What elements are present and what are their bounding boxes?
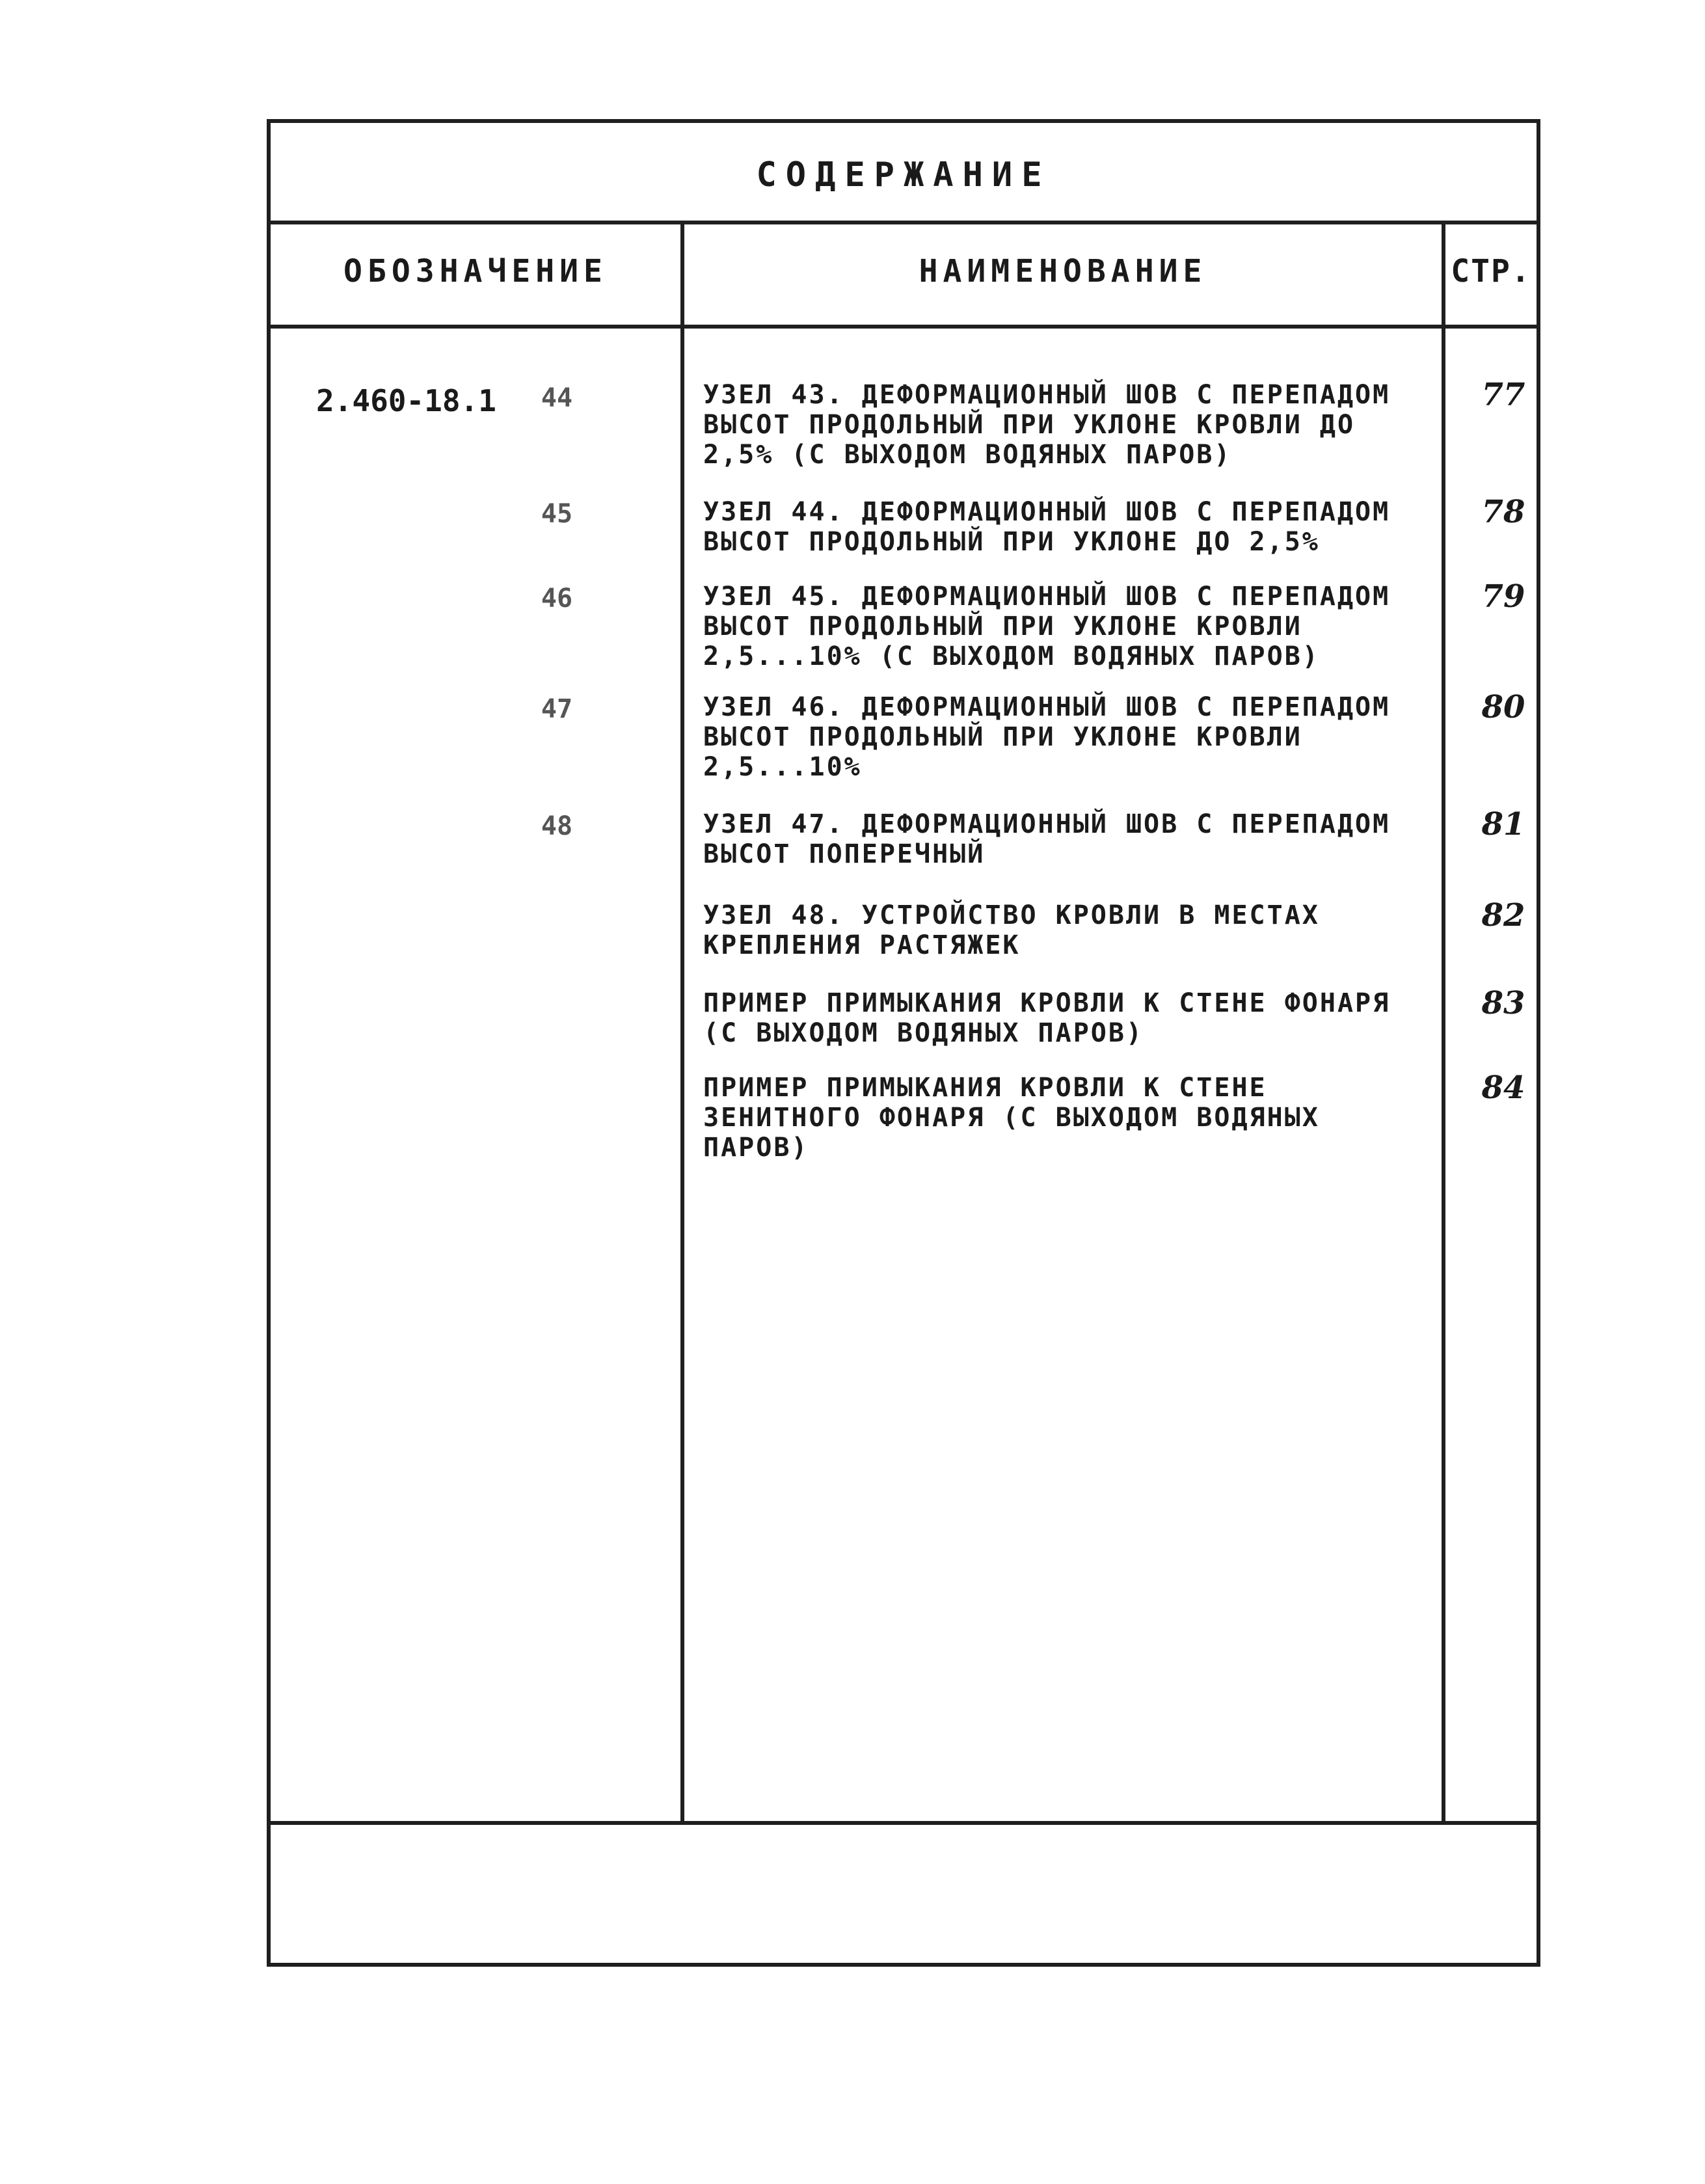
header-divider — [271, 325, 1537, 329]
title-divider — [271, 221, 1537, 224]
entry-line: 2,5...10% — [703, 752, 862, 782]
entry-line: ВЫСОТ ПРОДОЛЬНЫЙ ПРИ УКЛОНЕ КРОВЛИ ДО — [703, 410, 1356, 440]
page-number: 82 — [1481, 897, 1525, 934]
column-header-name: НАИМЕНОВАНИЕ — [919, 253, 1207, 290]
contents-entry — [703, 988, 1438, 1048]
contents-entry — [703, 1073, 1438, 1163]
sheet-number: 45 — [541, 499, 573, 529]
sheet-number: 46 — [541, 584, 573, 613]
entry-line: УЗЕЛ 48. УСТРОЙСТВО КРОВЛИ В МЕСТАХ — [703, 900, 1320, 930]
designation-code: 2.460-18.1 — [316, 383, 496, 418]
sheet-number: 48 — [541, 811, 573, 841]
contents-entry — [703, 497, 1438, 557]
footer-divider — [271, 1821, 1537, 1825]
entry-line: 2,5% (С ВЫХОДОМ ВОДЯНЫХ ПАРОВ) — [703, 440, 1232, 470]
sheet-number: 47 — [541, 694, 573, 724]
entry-line: ВЫСОТ ПРОДОЛЬНЫЙ ПРИ УКЛОНЕ ДО 2,5% — [703, 527, 1320, 557]
column-header-designation: ОБОЗНАЧЕНИЕ — [343, 253, 608, 290]
entry-line: УЗЕЛ 46. ДЕФОРМАЦИОННЫЙ ШОВ С ПЕРЕПАДОМ — [703, 692, 1391, 722]
page-number: 78 — [1481, 494, 1525, 530]
page-number: 83 — [1481, 985, 1525, 1021]
column-divider-1 — [680, 221, 684, 1821]
column-header-page: СТР. — [1451, 253, 1531, 290]
entry-line: УЗЕЛ 43. ДЕФОРМАЦИОННЫЙ ШОВ С ПЕРЕПАДОМ — [703, 380, 1391, 410]
contents-entry — [703, 380, 1438, 470]
column-divider-2 — [1442, 221, 1445, 1821]
page-number: 77 — [1481, 377, 1525, 413]
entry-line: ЗЕНИТНОГО ФОНАРЯ (С ВЫХОДОМ ВОДЯНЫХ — [703, 1103, 1320, 1133]
entry-line: УЗЕЛ 45. ДЕФОРМАЦИОННЫЙ ШОВ С ПЕРЕПАДОМ — [703, 582, 1391, 612]
contents-entry — [703, 582, 1438, 671]
entry-line: ВЫСОТ ПРОДОЛЬНЫЙ ПРИ УКЛОНЕ КРОВЛИ — [703, 722, 1302, 752]
entry-line: ПАРОВ) — [703, 1133, 809, 1163]
entry-line: УЗЕЛ 47. ДЕФОРМАЦИОННЫЙ ШОВ С ПЕРЕПАДОМ — [703, 809, 1391, 839]
contents-entry — [703, 900, 1438, 960]
entry-line: ВЫСОТ ПОПЕРЕЧНЫЙ — [703, 839, 986, 869]
page-number: 79 — [1481, 578, 1525, 615]
page-number: 80 — [1481, 689, 1525, 725]
sheet-number: 44 — [541, 383, 573, 413]
entry-line: КРЕПЛЕНИЯ РАСТЯЖЕК — [703, 930, 1021, 960]
page-title: СОДЕРЖАНИЕ — [756, 155, 1051, 195]
entry-line: (С ВЫХОДОМ ВОДЯНЫХ ПАРОВ) — [703, 1018, 1144, 1048]
contents-entry — [703, 809, 1438, 869]
entry-line: УЗЕЛ 44. ДЕФОРМАЦИОННЫЙ ШОВ С ПЕРЕПАДОМ — [703, 497, 1391, 527]
contents-entry — [703, 692, 1438, 782]
entry-line: ВЫСОТ ПРОДОЛЬНЫЙ ПРИ УКЛОНЕ КРОВЛИ — [703, 612, 1302, 641]
entry-line: 2,5...10% (С ВЫХОДОМ ВОДЯНЫХ ПАРОВ) — [703, 641, 1320, 671]
entry-line: ПРИМЕР ПРИМЫКАНИЯ КРОВЛИ К СТЕНЕ ФОНАРЯ — [703, 988, 1391, 1018]
contents-sheet — [267, 119, 1540, 1967]
page-number: 81 — [1481, 806, 1525, 843]
page-number: 84 — [1481, 1070, 1525, 1106]
entry-line: ПРИМЕР ПРИМЫКАНИЯ КРОВЛИ К СТЕНЕ — [703, 1073, 1267, 1103]
